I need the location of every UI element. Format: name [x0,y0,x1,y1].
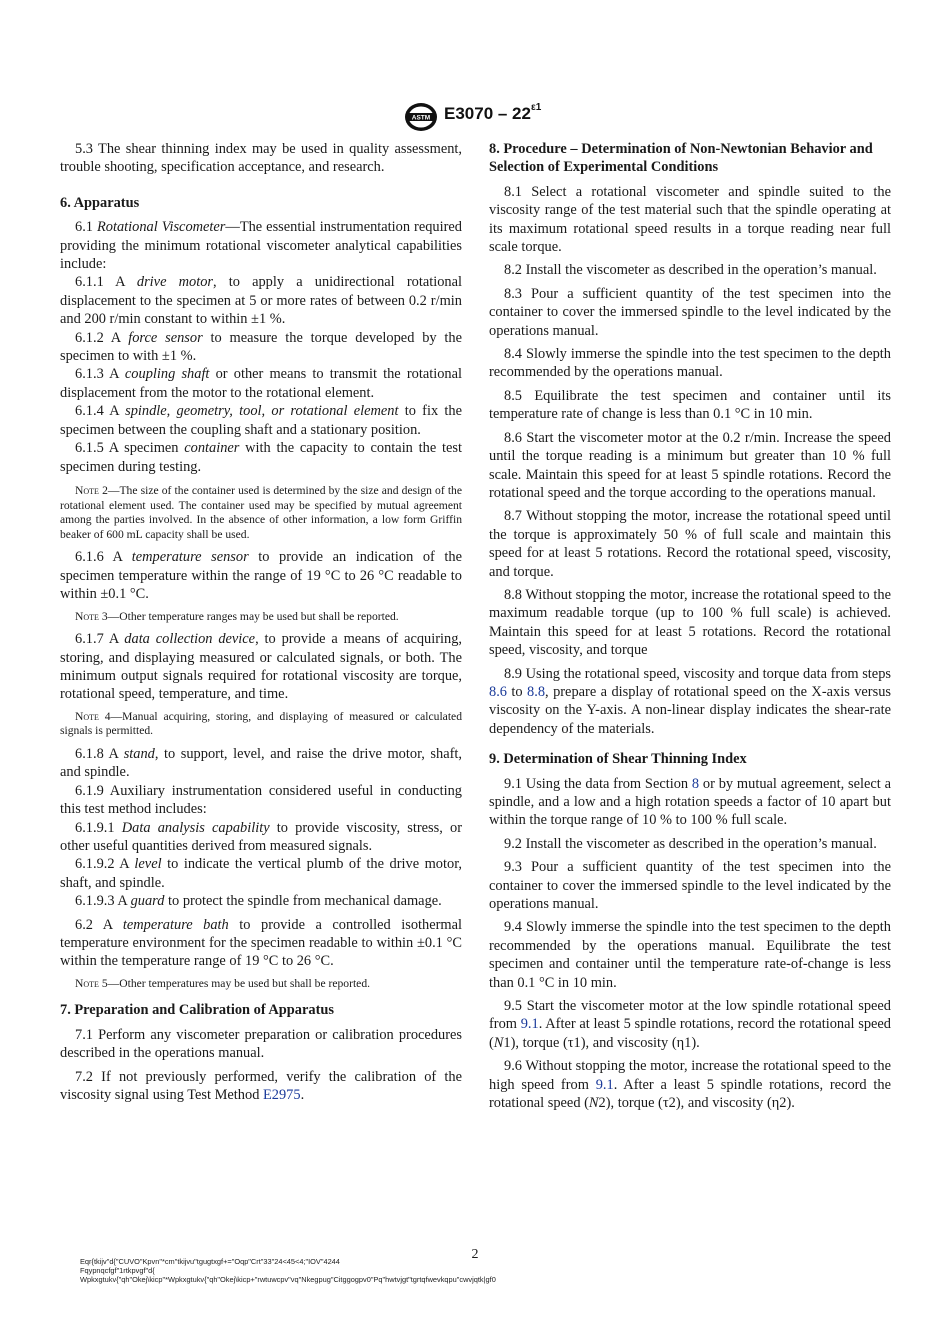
section-6-heading: 6. Apparatus [60,194,140,211]
para-6-1-9-1: 6.1.9.1 Data analysis capability to provide viscosity, stress, or other useful quantities derived from measured signals. [60,819,462,854]
right-column [489,140,891,1113]
link-8-8[interactable]: 8.8 [527,683,546,700]
link-section-8[interactable]: 8 [691,775,700,792]
footer-line-1: Eqr{tkijv"d{"CUVO"Kpvn"*cm"tkijvu"tgugtxgf+="Oqp"Crt"33"24<45<4;"IOV"4244 [80,1257,340,1266]
para-6-1-5: 6.1.5 A specimen container with the capacity to contain the test specimen during testing. [60,440,462,475]
para-6-1: 6.1 Rotational Viscometer—The essential instrumentation required providing the minimum rotational viscometer analytical capabilities include: [60,219,462,273]
para-9-6: 9.6 Without stopping the motor, increase the rotational speed to the high speed from 9.1. After a least 5 spindle rotations, record the rotational speed (N2), torque (τ2), and viscosity (η2). [489,1058,891,1112]
note-4: Note 4—Manual acquiring, storing, and displaying of measured or calculated signals is permitted. [60,709,462,738]
page-number: 2 [471,1247,479,1262]
para-8-4: 8.4 Slowly immerse the spindle into the test specimen to the depth recommended by the operations manual. [489,346,891,381]
para-6-1-1: 6.1.1 A drive motor, to apply a unidirectional rotational displacement to the specimen at 5 or more rates of between 0.2 r/min and 200 r/min constant to within ±1 %. [60,274,462,328]
para-9-4: 9.4 Slowly immerse the spindle into the test specimen to the depth recommended by the operations manual. Equilibrate the test specimen and container until the temperature rate-of-change is less than 0.1 °C in 10 min. [489,919,891,991]
para-6-1-2: 6.1.2 A force sensor to measure the torque developed by the specimen to with ±1 %. [60,329,462,365]
para-9-1: 9.1 Using the data from Section 8 or by mutual agreement, select a spindle, and a low and a high rotation speeds a factor of 10 apart but within the torque range of 10 % to 100 % full scale. [489,775,891,829]
para-6-1-9: 6.1.9 Auxiliary instrumentation considered useful in conducting this test method includes: [60,782,462,818]
link-9-1-b[interactable]: 9.1 [595,1076,614,1093]
para-6-1-8: 6.1.8 A stand, to support, level, and raise the drive motor, shaft, and spindle. [60,745,463,781]
para-8-5: 8.5 Equilibrate the test specimen and container until its temperature rate of change is less than 0.1 °C in 10 min. [489,387,891,423]
para-6-1-6: 6.1.6 A temperature sensor to provide an indication of the specimen temperature within the range of 19 °C to 26 °C readable to within ±0.1 °C. [60,549,462,603]
para-8-7: 8.7 Without stopping the motor, increase the rotational speed until the torque is approximately 50 % of full scale and maintain this speed for at least 5 rotations. Record the rotational speed, viscosity, and torque. [489,508,891,580]
logo-text: ASTM [411,114,431,122]
para-7-1: 7.1 Perform any viscometer preparation or calibration procedures described in the operations manual. [60,1026,462,1062]
section-7-heading: 7. Preparation and Calibration of Apparatus [60,1002,334,1019]
note-2: Note 2—The size of the container used is determined by the size and design of the rotational element used. The container used may be specified by mutual agreement among the parties involved. In the absence of other information, a low form Griffin beaker of 600 mL capacity shall be used. [60,483,462,541]
document-id [444,104,541,124]
para-9-2: 9.2 Install the viscometer as described in the operation’s manual. [504,835,877,852]
para-8-8: 8.8 Without stopping the motor, increase the rotational speed to the maximum readable torque (up to 100 % full scale) is achieved. Maintain this speed for at least 5 rotations. Record the rotational speed, viscosity, and torque [489,586,891,659]
para-8-3: 8.3 Pour a sufficient quantity of the test specimen into the container to cover the immersed spindle to the level indicated by the operations manual. [489,285,891,339]
para-6-1-9-3: 6.1.9.3 A guard to protect the spindle from mechanical damage. [75,893,442,910]
copyright-footer [80,1257,580,1284]
link-9-1-a[interactable]: 9.1 [520,1016,539,1033]
footer-line-2: Fqypnqcfgf"1rtkpvgf"d{ [80,1266,155,1275]
para-7-2: 7.2 If not previously performed, verify the calibration of the viscosity signal using Test Method E2975. [60,1068,462,1103]
document-designation: E3070 – 22 [444,104,531,123]
para-6-1-7: 6.1.7 A data collection device, to provide a means of acquiring, storing, and displaying measured or calculated signals, or both. The minimum output signals required for rotational viscosity are torque, rotational speed, temperature, and time. [60,631,463,703]
page-header [0,100,950,134]
para-9-5: 9.5 Start the viscometer motor at the low spindle rotational speed from 9.1. After at least 5 spindle rotations, record the rotational speed (N1), torque (τ1), and viscosity (η1). [489,998,891,1051]
para-8-1: 8.1 Select a rotational viscometer and spindle suited to the viscosity range of the test material such that the spindle operating at its maximum rotational speed results in a torque reading near full scale torque. [489,183,891,256]
link-e2975[interactable]: E2975 [263,1087,301,1103]
para-8-2: 8.2 Install the viscometer as described in the operation’s manual. [504,262,877,279]
footer-line-3: Wpkxgtukv{"qh"Okej\kicp"*Wpkxgtukv{"qh"Okej\kicp+"rwtuwcpv"vq"Nkegpug"Citggogpv0"Pq"hwtvjgt"tgrtqfwevkqpu"cwvjqtk|gf0 [80,1275,496,1284]
para-6-1-9-2: 6.1.9.2 A level to indicate the vertical plumb of the drive motor, shaft, and spindle. [60,856,463,891]
link-8-6[interactable]: 8.6 [489,683,507,700]
para-8-6: 8.6 Start the viscometer motor at the 0.2 r/min. Increase the speed until the torque reading is a minimum but greater than 10 % full scale. Maintain this speed for at least 5 spindle rotations. Record the rotational speed and the torque according to the operations manual. [489,429,891,501]
astm-logo-icon [404,102,438,132]
para-8-9: 8.9 Using the rotational speed, viscosity and torque data from steps 8.6 to 8.8, prepare a display of rotational speed on the X-axis versus viscosity on the Y-axis. A non-linear display indicates the shear-rate dependency of the materials. [489,665,891,737]
para-6-1-4: 6.1.4 A spindle, geometry, tool, or rotational element to fix the specimen between the coupling shaft and a stationary position. [60,403,462,438]
note-3: Note 3—Other temperature ranges may be used but shall be reported. [75,609,399,623]
para-6-2: 6.2 A temperature bath to provide a controlled isothermal temperature environment for the specimen readable to within ±0.1 °C within the temperature range of 19 °C to 26 °C. [60,916,462,970]
para-6-1-3: 6.1.3 A coupling shaft or other means to transmit the rotational displacement from the motor to the rotational element. [60,366,462,401]
left-column [60,140,462,1104]
note-5: Note 5—Other temperatures may be used but shall be reported. [75,976,371,990]
section-8-heading: 8. Procedure – Determination of Non-Newtonian Behavior and Selection of Experimental Conditions [489,141,873,176]
document-epsilon: ε1 [530,102,542,114]
para-5-3: 5.3 The shear thinning index may be used in quality assessment, trouble shooting, specification acceptance, and research. [60,141,462,176]
section-9-heading: 9. Determination of Shear Thinning Index [489,751,747,768]
para-9-3: 9.3 Pour a sufficient quantity of the test specimen into the container to cover the immersed spindle to the level indicated by the operations manual. [489,859,891,913]
